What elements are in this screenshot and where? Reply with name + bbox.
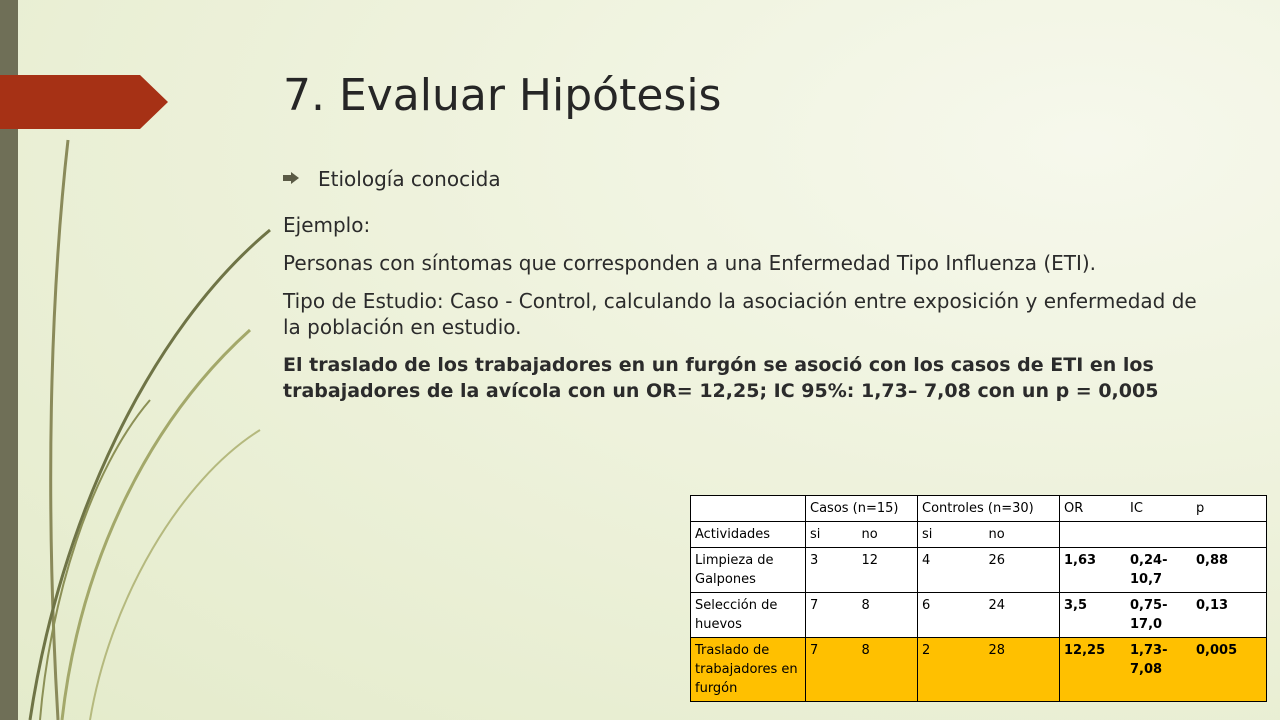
table-row — [691, 548, 1267, 593]
row-casos-no: 8 — [861, 598, 870, 613]
subheader-casos-no: no — [861, 527, 878, 542]
row-stats — [1060, 638, 1267, 702]
bullet-text: Etiología conocida — [318, 167, 501, 191]
paragraph-example: Ejemplo: — [283, 213, 371, 237]
row-p: 0,005 — [1196, 643, 1238, 658]
row-casos-no: 12 — [861, 553, 879, 568]
row-ic: 0,75-17,0 — [1130, 598, 1168, 632]
row-or: 12,25 — [1064, 643, 1106, 658]
row-controles — [918, 638, 1060, 702]
row-casos-si: 7 — [810, 598, 819, 613]
paragraph-conclusion: El traslado de los trabajadores en un furgón se asoció con los casos de ETI en los trabajadores de la avícola con un OR= 12,25; IC 95%: 1,73– 7,08 con un p = 0,005 — [283, 354, 1159, 402]
row-p: 0,13 — [1196, 598, 1229, 613]
row-casos-si: 7 — [810, 643, 819, 658]
row-or: 1,63 — [1064, 553, 1097, 568]
paragraph-study-type: Tipo de Estudio: Caso - Control, calculando la asociación entre exposición y enfermedad de la población en estudio. — [283, 289, 1197, 339]
row-stats — [1060, 548, 1267, 593]
header-controles: Controles (n=30) — [918, 496, 1060, 522]
subheader-controles-no: no — [988, 527, 1005, 542]
header-casos: Casos (n=15) — [806, 496, 918, 522]
case-control-table — [690, 495, 1267, 702]
row-controles-si: 4 — [922, 553, 931, 568]
row-actividad: Selección de huevos — [691, 593, 806, 638]
row-casos — [806, 638, 918, 702]
row-actividad: Traslado de trabajadores en furgón — [691, 638, 806, 702]
row-casos — [806, 548, 918, 593]
row-casos-no: 8 — [861, 643, 870, 658]
bullet-item — [283, 166, 1213, 192]
subheader-casos-si: si — [810, 527, 821, 542]
row-ic: 1,73-7,08 — [1130, 643, 1168, 677]
row-controles-no: 28 — [988, 643, 1006, 658]
row-actividad: Limpieza de Galpones — [691, 548, 806, 593]
table-row — [691, 593, 1267, 638]
row-stats — [1060, 593, 1267, 638]
header-ic: IC — [1130, 501, 1143, 516]
row-controles-si: 2 — [922, 643, 931, 658]
row-or: 3,5 — [1064, 598, 1088, 613]
row-casos — [806, 593, 918, 638]
row-casos-si: 3 — [810, 553, 819, 568]
row-controles-no: 24 — [988, 598, 1006, 613]
subheader-actividades: Actividades — [691, 522, 806, 548]
row-controles-no: 26 — [988, 553, 1006, 568]
slide-content — [283, 166, 1213, 416]
subheader-empty-cell — [1060, 522, 1267, 548]
row-controles-si: 6 — [922, 598, 931, 613]
table-header-row — [691, 496, 1267, 522]
table-subheader-row — [691, 522, 1267, 548]
row-p: 0,88 — [1196, 553, 1229, 568]
header-stats — [1060, 496, 1267, 522]
subheader-controles — [918, 522, 1060, 548]
header-or: OR — [1064, 501, 1084, 516]
title-arrow-shape — [0, 75, 168, 129]
row-ic: 0,24-10,7 — [1130, 553, 1168, 587]
table-row-highlighted — [691, 638, 1267, 702]
row-controles — [918, 548, 1060, 593]
subheader-casos — [806, 522, 918, 548]
arrow-right-icon — [283, 166, 301, 192]
row-controles — [918, 593, 1060, 638]
header-empty-cell — [691, 496, 806, 522]
slide-title: 7. Evaluar Hipótesis — [283, 70, 722, 121]
header-p: p — [1196, 501, 1205, 516]
paragraph-persons: Personas con síntomas que corresponden a una Enfermedad Tipo Influenza (ETI). — [283, 251, 1097, 275]
subheader-controles-si: si — [922, 527, 933, 542]
